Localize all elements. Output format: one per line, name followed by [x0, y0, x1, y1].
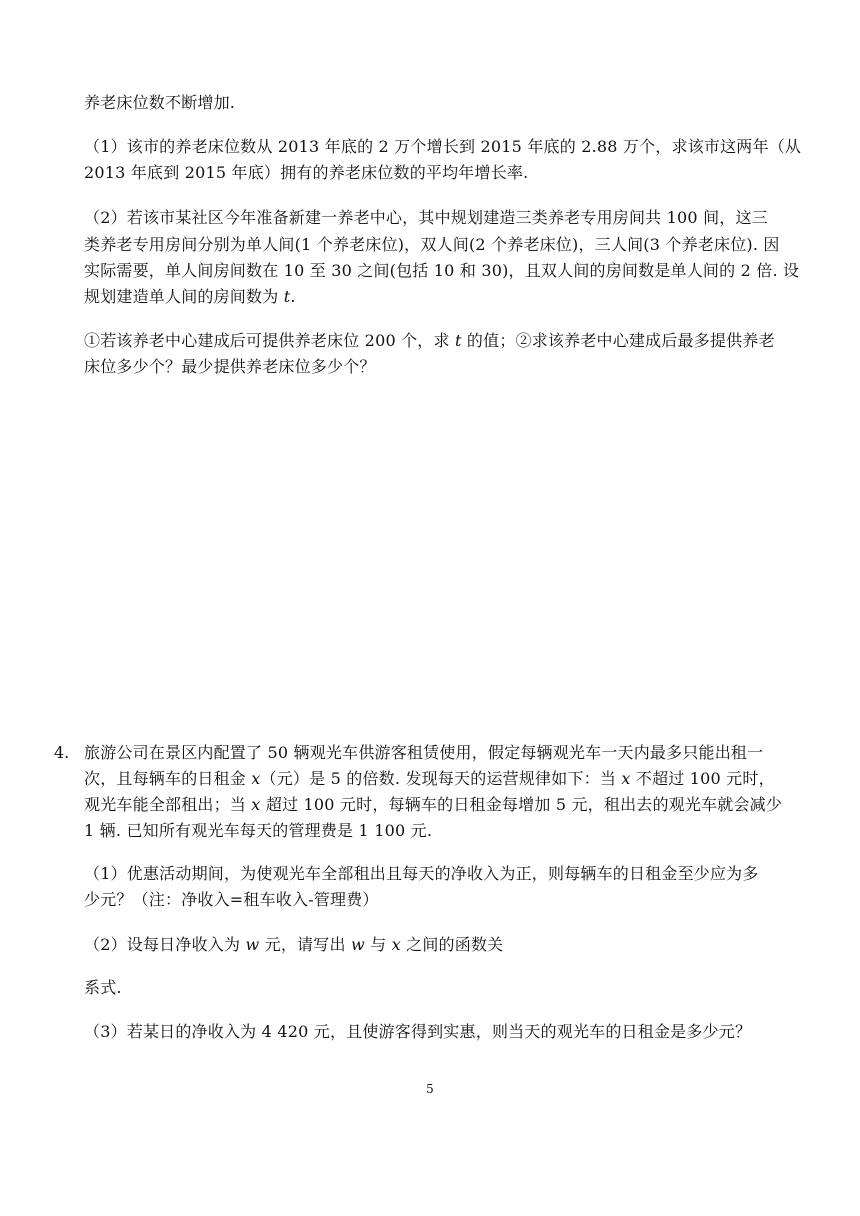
- q4-stem-line-1: 旅游公司在景区内配置了 50 辆观光车供游客租赁使用，假定每辆观光车一天内最多只能出租一: [84, 743, 764, 762]
- variable-x: x: [621, 769, 631, 788]
- q3-part2-line-2: 类养老专用房间分别为单人间(1 个养老床位)，双人间(2 个养老床位)，三人间(3 个养老床位). 因: [84, 235, 780, 254]
- q3-part2-line-3: 实际需要，单人间房间数在 10 至 30 之间(包括 10 和 30)，且双人间的房间数是单人间的 2 倍. 设: [84, 261, 800, 280]
- variable-x: x: [251, 795, 261, 814]
- variable-w: w: [350, 935, 365, 954]
- variable-w: w: [245, 935, 260, 954]
- q4-part2-line-2: 系式.: [84, 978, 122, 997]
- q3-tail-text: 养老床位数不断增加.: [84, 93, 236, 112]
- q4-part1-line-1: （1）优惠活动期间，为使观光车全部租出且每天的净收入为正，则每辆车的日租金至少应为多: [84, 864, 759, 883]
- q3-sub-line-1: ①若该养老中心建成后可提供养老床位 200 个，求 t 的值；②求该养老中心建成后最多提供养老: [84, 331, 775, 350]
- q3-part1-line-2: 2013 年底到 2015 年底）拥有的养老床位数的平均年增长率.: [84, 163, 529, 182]
- variable-t: t: [283, 287, 291, 306]
- q3-sub-line-2: 床位多少个？最少提供养老床位多少个？: [84, 357, 376, 376]
- q4-number: 4.: [54, 743, 70, 762]
- q4-stem-line-4: 1 辆. 已知所有观光车每天的管理费是 1 100 元.: [84, 821, 433, 840]
- q4-part3-line-1: （3）若某日的净收入为 4 420 元，且使游客得到实惠，则当天的观光车的日租金是多少元？: [84, 1022, 752, 1041]
- q3-part1-line-1: （1）该市的养老床位数从 2013 年底的 2 万个增长到 2015 年底的 2.88 万个，求该市这两年（从: [84, 137, 802, 156]
- q3-part2-line-1: （2）若该市某社区今年准备新建一养老中心，其中规划建造三类养老专用房间共 100 间，这三: [84, 208, 768, 227]
- q4-stem-line-3: 观光车能全部租出；当 x 超过 100 元时，每辆车的日租金每增加 5 元，租出去的观光车就会减少: [84, 795, 783, 814]
- q4-part2-line-1: （2）设每日净收入为 w 元，请写出 w 与 x 之间的函数关: [84, 935, 504, 954]
- variable-t: t: [455, 331, 462, 350]
- page-number: 5: [426, 1082, 434, 1096]
- q4-stem-line-2: 次，且每辆车的日租金 x（元）是 5 的倍数. 发现每天的运营规律如下：当 x 不超过 100 元时，: [84, 769, 775, 788]
- q3-part2-line-4: 规划建造单人间的房间数为 t.: [84, 287, 296, 306]
- variable-x: x: [251, 769, 261, 788]
- variable-x: x: [391, 935, 401, 954]
- q4-part1-line-2: 少元？（注：净收入=租车收入-管理费）: [84, 890, 379, 909]
